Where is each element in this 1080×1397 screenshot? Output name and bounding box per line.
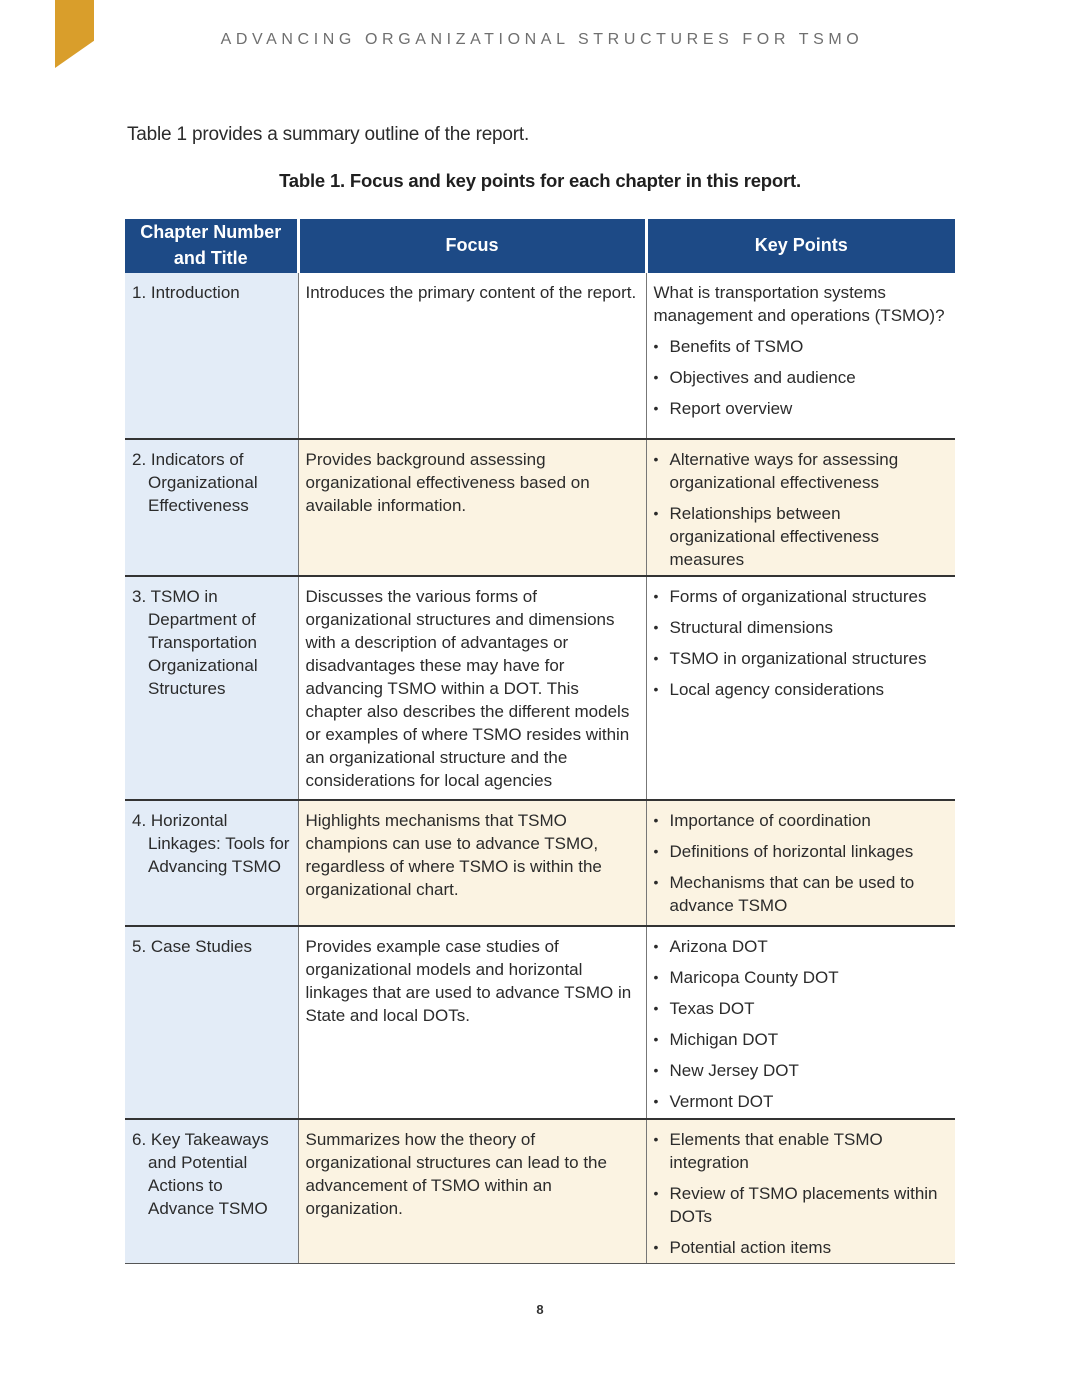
key-points-cell xyxy=(646,1119,955,1264)
key-point-item: • Definitions of horizontal linkages xyxy=(654,840,950,863)
key-points-cell xyxy=(646,576,955,800)
key-point-item: • Arizona DOT xyxy=(654,935,950,958)
focus-cell: Provides background assessing organizational effectiveness based on available information. xyxy=(298,439,646,576)
focus-cell: Introduces the primary content of the report. xyxy=(298,272,646,439)
focus-cell: Discusses the various forms of organizational structures and dimensions with a description of advantages or disadvantages these may have for advancing TSMO within a DOT. This chapter also describes the different models or examples of where TSMO resides within an organizational structure and the considerations for local agencies xyxy=(298,576,646,800)
key-points-cell xyxy=(646,800,955,926)
key-point-item: • New Jersey DOT xyxy=(654,1059,950,1082)
table-caption: Table 1. Focus and key points for each chapter in this report. xyxy=(279,170,801,191)
key-points-list xyxy=(654,935,950,1113)
focus-cell: Summarizes how the theory of organizational structures can lead to the advancement of TSMO within an organization. xyxy=(298,1119,646,1264)
key-point-item: • Forms of organizational structures xyxy=(654,585,950,608)
table-row-chapter-6 xyxy=(125,1119,955,1264)
chapter-title: 4. Horizontal Linkages: Tools for Advancing TSMO xyxy=(132,811,290,876)
chapter-title: 6. Key Takeaways and Potential Actions to Advance TSMO xyxy=(132,1130,269,1218)
key-point-item: • Mechanisms that can be used to advance TSMO xyxy=(654,871,950,917)
key-points-list xyxy=(654,1128,950,1259)
table-row-chapter-3 xyxy=(125,576,955,800)
key-point-item: • Relationships between organizational effectiveness measures xyxy=(654,502,950,571)
chapter-title: 1. Introduction xyxy=(132,283,240,302)
chapter-title: 2. Indicators of Organizational Effectiveness xyxy=(132,450,258,515)
key-points-list xyxy=(654,448,950,571)
column-header-chapter: Chapter Number and Title xyxy=(125,219,298,272)
table-row-chapter-4 xyxy=(125,800,955,926)
key-points-cell xyxy=(646,926,955,1119)
key-points-cell xyxy=(646,439,955,576)
column-header-key-points: Key Points xyxy=(646,219,955,272)
chapter-title: 5. Case Studies xyxy=(132,937,253,956)
key-points-list xyxy=(654,809,950,917)
key-point-item: • Vermont DOT xyxy=(654,1090,950,1113)
key-point-item: • Alternative ways for assessing organizational effectiveness xyxy=(654,448,950,494)
key-point-item: • Elements that enable TSMO integration xyxy=(654,1128,950,1174)
key-point-item: • Report overview xyxy=(654,397,950,420)
table-header-row xyxy=(125,219,955,272)
key-points-list xyxy=(654,335,950,420)
key-points-cell xyxy=(646,272,955,439)
running-header-title: ADVANCING ORGANIZATIONAL STRUCTURES FOR TSMO xyxy=(220,31,864,48)
key-point-item: • Maricopa County DOT xyxy=(654,966,950,989)
chapter-summary-table xyxy=(125,219,955,1264)
page-number: 8 xyxy=(536,1302,544,1317)
key-point-item: • Structural dimensions xyxy=(654,616,950,639)
key-point-item: • TSMO in organizational structures xyxy=(654,647,950,670)
key-point-item: • Review of TSMO placements within DOTs xyxy=(654,1182,950,1228)
key-point-item: • Local agency considerations xyxy=(654,678,950,701)
table-row-chapter-5 xyxy=(125,926,955,1119)
intro-paragraph: Table 1 provides a summary outline of the report. xyxy=(127,124,530,145)
table-row-chapter-2 xyxy=(125,439,955,576)
column-header-focus: Focus xyxy=(298,219,646,272)
table-row-chapter-1 xyxy=(125,272,955,439)
key-points-list xyxy=(654,585,950,701)
key-points-lead: What is transportation systems management and operations (TSMO)? xyxy=(653,283,945,325)
key-point-item: • Benefits of TSMO xyxy=(654,335,950,358)
key-point-item: • Texas DOT xyxy=(654,997,950,1020)
key-point-item: • Objectives and audience xyxy=(654,366,950,389)
focus-cell: Provides example case studies of organizational models and horizontal linkages that are used to advance TSMO in State and local DOTs. xyxy=(298,926,646,1119)
key-point-item: • Michigan DOT xyxy=(654,1028,950,1051)
key-point-item: • Potential action items xyxy=(654,1236,950,1259)
focus-cell: Highlights mechanisms that TSMO champions can use to advance TSMO, regardless of where TSMO is within the organizational chart. xyxy=(298,800,646,926)
chapter-title: 3. TSMO in Department of Transportation Organizational Structures xyxy=(132,587,258,698)
key-point-item: • Importance of coordination xyxy=(654,809,950,832)
